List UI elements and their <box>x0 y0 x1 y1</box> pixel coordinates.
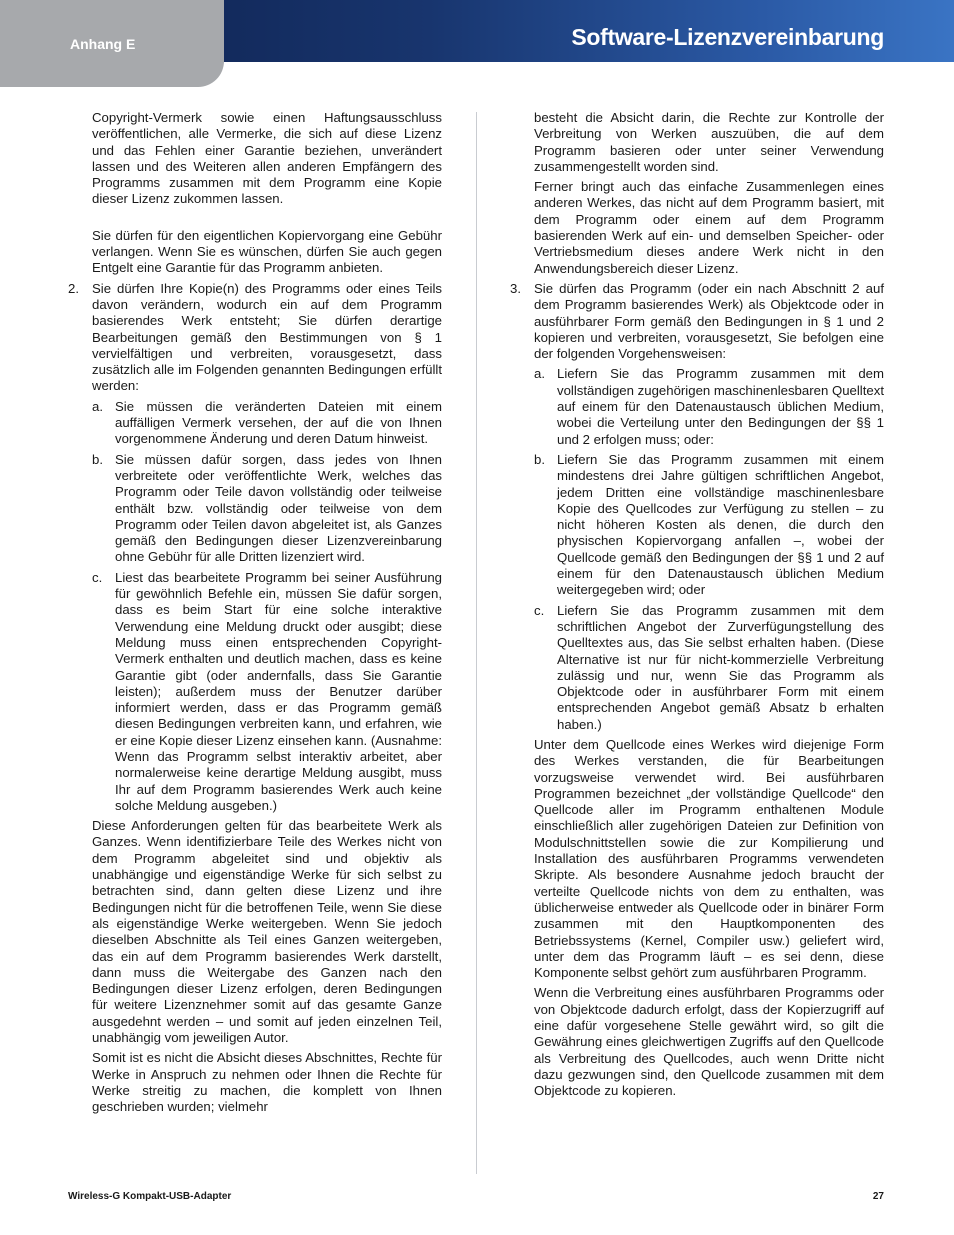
spacer <box>68 212 442 228</box>
item-letter: a. <box>534 366 545 382</box>
column-divider <box>476 112 477 1174</box>
item-letter: c. <box>92 569 103 585</box>
paragraph: Diese Anforderungen gelten für das bearbeitete Werk als Ganzes. Wenn identifizierbare Teile des Werkes nicht von dem Programm abgeleitet sind und objektiv als unabhängige und eigenständige Werke für sich selbst zu betrachten sind, dann gelten diese Lizenz und ihre Bedingungen nicht für die betroffenen Teile, wenn Sie diese als eigenständige Werke weitergeben. Wenn Sie jedoch dieselben Abschnitte als Teil eines Ganzen weitergeben, das ein auf dem Programm basierendes Werk darstellt, dann muss die Weitergabe des Ganzen nach den Bedingungen dieser Lizenz erfolgen, deren Bedingungen für weitere Lizenznehmer somit auf das gesamte Ganze ausgedehnt werden – und somit auf jeden einzelnen Teil, unabhängig vom jeweiligen Autor. <box>92 818 442 1046</box>
appendix-label: Anhang E <box>70 36 136 52</box>
right-column <box>510 110 884 1104</box>
sub-item-2a <box>92 399 442 448</box>
sub-item-3c <box>534 603 884 733</box>
footer-product: Wireless-G Kompakt-USB-Adapter <box>68 1191 232 1202</box>
paragraph: Unter dem Quellcode eines Werkes wird diejenige Form des Werkes verstanden, die für Bearbeitungen vorzugsweise verwendet wird. Bei ausführbaren Programmen bezeichnet „der vollständige Quellcode“ den Quellcode aller im Programm enthaltenen Module einschließlich aller zugehörigen Dateien zur Definition von Modulschnittstellen sowie die zur Kompilierung und Installation des ausführbaren Programms verwendeten Skripte. Als besondere Ausnahme jedoch braucht der verteilte Quellcode nichts von dem zu enthalten, was üblicherweise entweder als Quellcode oder in binärer Form zusammen mit den Hauptkomponenten des Betriebssystems (Kernel, Compiler usw.) geliefert wird, unter dem das Programm läuft – es sei denn, diese Komponente selbst gehört zum ausführbaren Programm. <box>534 736 884 981</box>
page-title: Software-Lizenzvereinbarung <box>571 24 884 50</box>
item-text: Liefern Sie das Programm zusammen mit einem mindestens drei Jahre gültigen schriftlichen Angebot, jedem Dritten eine vollständige maschinenlesbare Kopie des Quellcodes zur Verfügung zu stellen – zu nicht höheren Kosten als denen, die durch den physischen Kopiervorgang anfallen –, wobei der Quellcode gemäß den Bedingungen der §§ 1 und 2 auf einem für den Datenaustausch üblichen Medium weitergegeben wird; oder <box>557 451 884 598</box>
item-letter: b. <box>534 451 545 467</box>
item-text: Liefern Sie das Programm zusammen mit dem vollständigen zugehörigen maschinenlesbaren Quelltext auf einem für den Datenaustausch üblichen Medium, wobei die Verteilung unter den Bedingungen der §§ 1 und 2 erfolgen muss; oder: <box>557 366 884 447</box>
item-letter: b. <box>92 451 103 467</box>
item-text: Liest das bearbeitete Programm bei seiner Ausführung für gewöhnlich Befehle ein, müssen Sie dafür sorgen, dass es beim Start für eine solche interaktive Verwendung eine Meldung druckt oder ausgibt; diese Meldung muss einen entsprechenden Copyright-Vermerk enthalten und deutlich machen, dass es keine Garantie gibt (oder andernfalls, dass Sie Garantie leisten); außerdem muss der Benutzer darüber informiert werden, dass er das Programm gemäß diesen Bedingungen verbreiten kann, und erfahren, wie er eine Kopie dieser Lizenz einsehen kann. (Ausnahme: Wenn das Programm selbst interaktiv arbeitet, aber normalerweise keine derartige Meldung ausgibt, muss Ihr auf dem Programm basierendes Werk auch keine solche Meldung ausgeben.) <box>115 569 442 813</box>
paragraph: Copyright-Vermerk sowie einen Haftungsausschluss veröffentlichen, alle Vermerke, die sich auf diese Lizenz und das Fehlen einer Garantie beziehen, unverändert lassen und des Weiteren allen anderen Empfängern des Programms zusammen mit dem Programm eine Kopie dieser Lizenz zukommen lassen. <box>92 110 442 207</box>
paragraph: Ferner bringt auch das einfache Zusammenlegen eines anderen Werkes, das nicht auf dem Programm basiert, mit dem Programm oder einem auf dem Programm basierenden Werk auf ein- und demselben Speicher- oder Vertriebsmedium dieses andere Werk nicht in den Anwendungsbereich dieser Lizenz. <box>534 179 884 276</box>
sub-item-2b <box>92 452 442 566</box>
sub-item-3b <box>534 452 884 599</box>
sub-item-2c <box>92 570 442 814</box>
item-text: Liefern Sie das Programm zusammen mit dem schriftlichen Angebot der Zurverfügungstellung des Quelltextes aus, das Sie selbst erhalten haben. (Diese Alternative ist nur für nicht-kommerzielle Verbreitung zulässig und nur, wenn Sie das Programm als Objektcode oder in ausführbarer Form mit einem entsprechenden Angebot gemäß Absatz b erhalten haben.) <box>557 602 884 732</box>
item-text: Sie müssen dafür sorgen, dass jedes von Ihnen verbreitete oder veröffentlichte Werk, welches das Programm oder Teile davon vollständig oder teilweise enthält bzw. vollständig oder teilweise von dem Programm oder Teilen davon abgeleitet ist, als Ganzes gemäß den Bedingungen dieser Lizenzvereinbarung ohne Gebühr für alle Dritten lizenziert wird. <box>115 451 442 565</box>
item-letter: a. <box>92 398 103 414</box>
sub-item-3a <box>534 366 884 447</box>
left-column <box>68 110 442 1120</box>
page-number: 27 <box>872 1191 884 1202</box>
paragraph: Somit ist es nicht die Absicht dieses Abschnittes, Rechte für Werke in Anspruch zu nehmen oder Ihnen die Rechte für Werke streitig zu machen, die komplett von Ihnen geschrieben wurden; vielmehr <box>92 1050 442 1115</box>
item-number: 3. <box>510 280 521 296</box>
paragraph: besteht die Absicht darin, die Rechte zur Kontrolle der Verbreitung von Werken auszuüben, die auf dem Programm basieren oder unter seiner Verwendung zusammengestellt worden sind. <box>534 110 884 174</box>
item-text: Sie dürfen das Programm (oder ein nach Abschnitt 2 auf dem Programm basierendes Werk) als Objektcode oder in ausführbarer Form gemäß den Bedingungen in § 1 und 2 kopieren und verbreiten, vorausgesetzt, Sie befolgen eine der folgenden Vorgehensweisen: <box>534 280 884 362</box>
paragraph: Sie dürfen für den eigentlichen Kopiervorgang eine Gebühr verlangen. Wenn Sie es wünschen, dürfen Sie auch gegen Entgelt eine Garantie für das Programm anbieten. <box>92 227 442 276</box>
paragraph: Wenn die Verbreitung eines ausführbaren Programms oder von Objektcode dadurch erfolgt, dass der Kopierzugriff auf eine dafür vorgesehene Stelle gewährt wird, so gilt die Gewährung eines gleichwertigen Zugriffs auf den Quellcode als Verbreitung des Quellcodes, auch wenn Dritte nicht dazu gezwungen sind, den Quellcode zusammen mit dem Objektcode zu kopieren. <box>534 985 884 1099</box>
item-letter: c. <box>534 602 545 618</box>
numbered-item-3 <box>510 281 884 362</box>
item-text: Sie müssen die veränderten Dateien mit einem auffälligen Vermerk versehen, der auf die von Ihnen vorgenommene Änderung und deren Datum hinweist. <box>115 398 442 447</box>
item-text: Sie dürfen Ihre Kopie(n) des Programms oder eines Teils davon verändern, wodurch ein auf dem Programm basierendes Werk entsteht; Sie dürfen derartige Bearbeitungen gemäß den Bestimmungen von § 1 vervielfältigen und verbreiten, vorausgesetzt, dass zusätzlich alle im Folgenden genannten Bedingungen erfüllt werden: <box>92 280 442 394</box>
numbered-item-2 <box>68 281 442 395</box>
item-number: 2. <box>68 280 79 296</box>
